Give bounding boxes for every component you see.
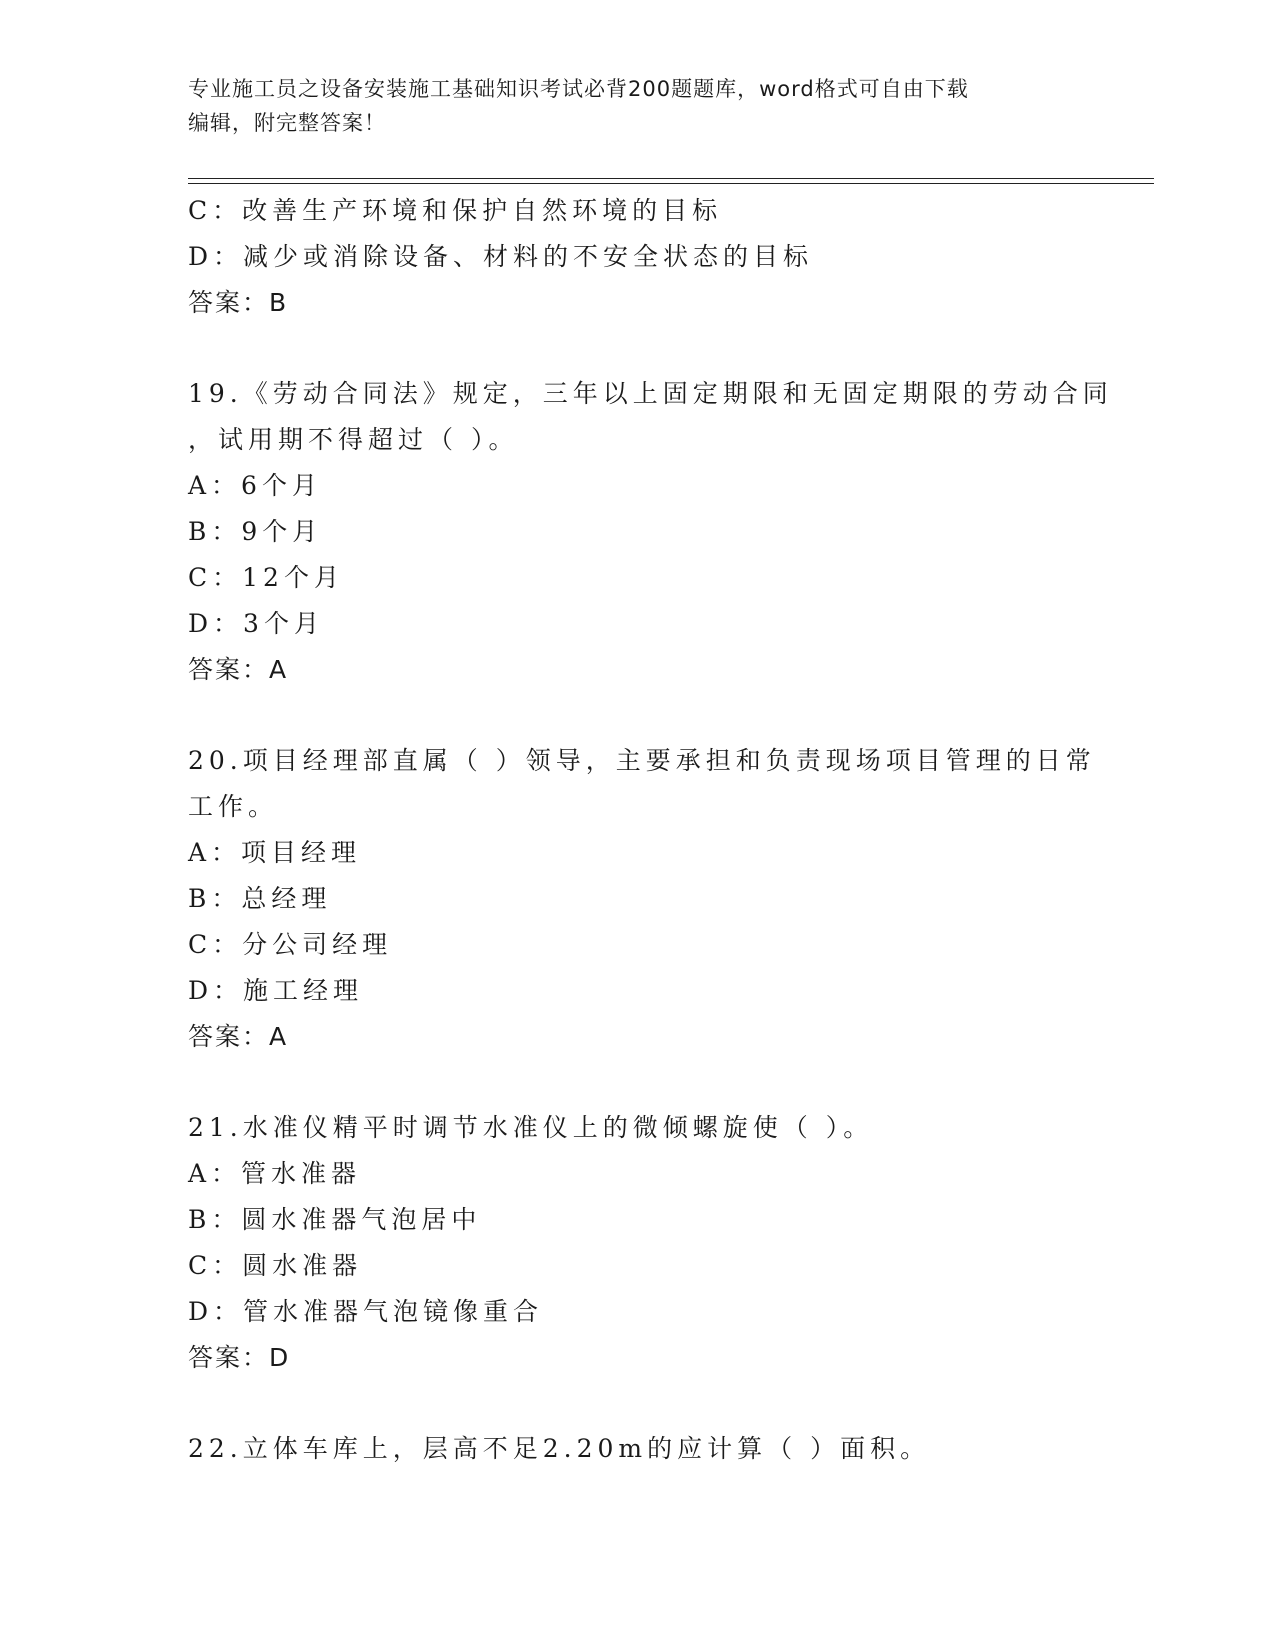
header-line-1: 专业施工员之设备安装施工基础知识考试必背200题题库，word格式可自由下载 bbox=[188, 77, 969, 101]
question-22 bbox=[188, 1426, 1088, 1472]
option-c: C：圆水准器 bbox=[188, 1251, 363, 1280]
option-b: B：总经理 bbox=[188, 884, 332, 913]
question-stem: 19.《劳动合同法》规定，三年以上固定期限和无固定期限的劳动合同 bbox=[188, 379, 1113, 408]
option-b: B：9个月 bbox=[188, 517, 323, 546]
question-stem: 工作。 bbox=[188, 792, 279, 821]
option-d: D：3个月 bbox=[188, 609, 324, 638]
option-d: D：减少或消除设备、材料的不安全状态的目标 bbox=[188, 242, 814, 271]
option-d: D：管水准器气泡镜像重合 bbox=[188, 1297, 544, 1326]
question-stem: ，试用期不得超过（ ）。 bbox=[188, 425, 519, 454]
document-header bbox=[188, 72, 1088, 140]
option-b: B：圆水准器气泡居中 bbox=[188, 1205, 482, 1234]
option-c: C：分公司经理 bbox=[188, 930, 393, 959]
answer-line: 答案：B bbox=[188, 288, 289, 317]
header-line-2: 编辑，附完整答案！ bbox=[188, 111, 386, 135]
question-list bbox=[188, 188, 1113, 1472]
question-19 bbox=[188, 371, 1113, 693]
option-a: A：项目经理 bbox=[188, 838, 362, 867]
option-d: D：施工经理 bbox=[188, 976, 364, 1005]
option-c: C：改善生产环境和保护自然环境的目标 bbox=[188, 196, 723, 225]
question-21 bbox=[188, 1105, 1088, 1381]
option-a: A：6个月 bbox=[188, 471, 322, 500]
question-18-continued bbox=[188, 188, 1088, 326]
header-divider-top bbox=[188, 178, 1154, 179]
answer-line: 答案：D bbox=[188, 1343, 291, 1372]
question-20 bbox=[188, 738, 1096, 1060]
option-a: A：管水准器 bbox=[188, 1159, 362, 1188]
answer-line: 答案：A bbox=[188, 1022, 289, 1051]
question-stem: 21.水准仪精平时调节水准仪上的微倾螺旋使（ ）。 bbox=[188, 1113, 874, 1142]
question-stem: 20.项目经理部直属（ ）领导，主要承担和负责现场项目管理的日常 bbox=[188, 746, 1096, 775]
option-c: C：12个月 bbox=[188, 563, 344, 592]
answer-line: 答案：A bbox=[188, 655, 289, 684]
question-stem: 22.立体车库上，层高不足2.20m的应计算（ ）面积。 bbox=[188, 1434, 931, 1463]
header-divider-bottom bbox=[188, 183, 1154, 184]
